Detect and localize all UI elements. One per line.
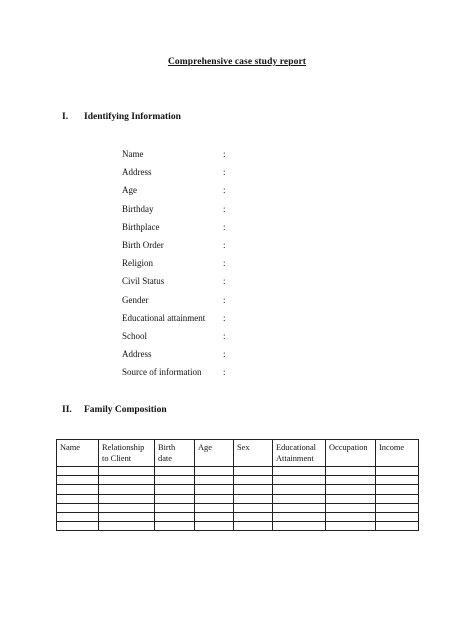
field-separator: : <box>223 330 226 341</box>
field-label: Educational attainment <box>122 312 206 323</box>
table-cell[interactable] <box>326 512 376 521</box>
table-cell[interactable] <box>99 503 155 512</box>
table-cell[interactable] <box>57 476 99 485</box>
table-cell[interactable] <box>195 512 234 521</box>
field-separator: : <box>223 312 226 323</box>
table-cell[interactable] <box>376 476 419 485</box>
table-cell[interactable] <box>99 512 155 521</box>
table-cell[interactable] <box>376 494 419 503</box>
document-title: Comprehensive case study report <box>167 57 307 67</box>
table-cell[interactable] <box>155 503 195 512</box>
table-cell[interactable] <box>273 467 326 476</box>
table-row <box>57 485 419 494</box>
table-cell[interactable] <box>99 485 155 494</box>
table-cell[interactable] <box>195 485 234 494</box>
table-cell[interactable] <box>195 503 234 512</box>
field-birth-order <box>122 240 262 258</box>
table-cell[interactable] <box>234 512 273 521</box>
table-cell[interactable] <box>57 512 99 521</box>
column-header-educational-attainment: Educational Attainment <box>273 440 326 467</box>
column-header-relationship: Relationship to Client <box>99 440 155 467</box>
field-label: Birthday <box>122 203 154 214</box>
table-cell[interactable] <box>195 494 234 503</box>
field-label: Address <box>122 167 152 178</box>
table-cell[interactable] <box>234 476 273 485</box>
field-label: School <box>122 330 148 341</box>
column-header-income: Income <box>376 440 419 467</box>
field-school-address <box>122 349 262 367</box>
field-educational-attainment <box>122 313 262 331</box>
field-label: Name <box>122 149 144 159</box>
table-cell[interactable] <box>99 467 155 476</box>
table-cell[interactable] <box>326 476 376 485</box>
field-label: Address <box>122 349 152 360</box>
table-cell[interactable] <box>326 494 376 503</box>
table-cell[interactable] <box>273 476 326 485</box>
field-separator: : <box>223 294 226 305</box>
field-label: Source of information <box>122 367 202 378</box>
section-number: I. <box>62 112 69 122</box>
table-cell[interactable] <box>376 512 419 521</box>
table-row <box>57 494 419 503</box>
column-header-name: Name <box>57 440 99 467</box>
section-title: Family Composition <box>84 405 167 415</box>
field-label: Birth Order <box>122 239 164 250</box>
table-cell[interactable] <box>155 467 195 476</box>
table-cell[interactable] <box>57 522 99 531</box>
field-age <box>122 185 262 203</box>
table-cell[interactable] <box>99 522 155 531</box>
field-separator: : <box>223 276 226 287</box>
field-label: Birthplace <box>122 221 160 232</box>
table-cell[interactable] <box>155 476 195 485</box>
section-title: Identifying Information <box>84 112 181 122</box>
table-row <box>57 467 419 476</box>
field-civil-status <box>122 276 262 294</box>
field-religion <box>122 258 262 276</box>
table-cell[interactable] <box>273 494 326 503</box>
table-row <box>57 512 419 521</box>
table-cell[interactable] <box>99 494 155 503</box>
table-cell[interactable] <box>376 485 419 494</box>
field-separator: : <box>223 349 226 360</box>
table-cell[interactable] <box>155 522 195 531</box>
table-cell[interactable] <box>57 485 99 494</box>
table-cell[interactable] <box>273 522 326 531</box>
table-cell[interactable] <box>234 494 273 503</box>
table-cell[interactable] <box>326 467 376 476</box>
table-cell[interactable] <box>195 467 234 476</box>
table-row <box>57 476 419 485</box>
field-separator: : <box>223 239 226 250</box>
field-separator: : <box>223 149 226 159</box>
section-heading-family-composition <box>62 405 167 415</box>
field-gender <box>122 295 262 313</box>
table-cell[interactable] <box>155 512 195 521</box>
section-heading-identifying-information <box>62 112 181 122</box>
table-cell[interactable] <box>195 522 234 531</box>
table-cell[interactable] <box>376 503 419 512</box>
table-cell[interactable] <box>155 485 195 494</box>
column-header-sex: Sex <box>234 440 273 467</box>
field-birthplace <box>122 222 262 240</box>
field-separator: : <box>223 203 226 214</box>
field-school <box>122 331 262 349</box>
table-cell[interactable] <box>326 503 376 512</box>
field-separator: : <box>223 167 226 178</box>
field-separator: : <box>223 258 226 269</box>
family-composition-table <box>56 439 419 531</box>
section-number: II. <box>62 405 72 415</box>
column-header-occupation: Occupation <box>326 440 376 467</box>
table-cell[interactable] <box>57 503 99 512</box>
table-cell[interactable] <box>273 485 326 494</box>
table-cell[interactable] <box>57 467 99 476</box>
table-cell[interactable] <box>234 522 273 531</box>
table-cell[interactable] <box>155 494 195 503</box>
field-separator: : <box>223 367 226 378</box>
identifying-information-fields <box>122 149 262 385</box>
field-source-of-information <box>122 367 262 385</box>
column-header-age: Age <box>195 440 234 467</box>
field-separator: : <box>223 185 226 196</box>
field-label: Age <box>122 185 137 196</box>
table-cell[interactable] <box>234 503 273 512</box>
table-row <box>57 503 419 512</box>
family-table-body <box>57 467 419 531</box>
table-cell[interactable] <box>326 485 376 494</box>
field-label: Civil Status <box>122 276 165 287</box>
table-cell[interactable] <box>57 494 99 503</box>
table-cell[interactable] <box>234 485 273 494</box>
field-separator: : <box>223 221 226 232</box>
field-birthday <box>122 204 262 222</box>
field-address <box>122 167 262 185</box>
table-cell[interactable] <box>376 522 419 531</box>
field-label: Religion <box>122 258 153 269</box>
table-cell[interactable] <box>326 522 376 531</box>
table-cell[interactable] <box>99 476 155 485</box>
table-row <box>57 522 419 531</box>
table-cell[interactable] <box>376 467 419 476</box>
table-cell[interactable] <box>273 512 326 521</box>
table-cell[interactable] <box>273 503 326 512</box>
table-cell[interactable] <box>195 476 234 485</box>
field-name <box>122 149 262 167</box>
table-header-row <box>57 440 419 467</box>
column-header-birth-date: Birth date <box>155 440 195 467</box>
table-cell[interactable] <box>234 467 273 476</box>
field-label: Gender <box>122 294 149 305</box>
